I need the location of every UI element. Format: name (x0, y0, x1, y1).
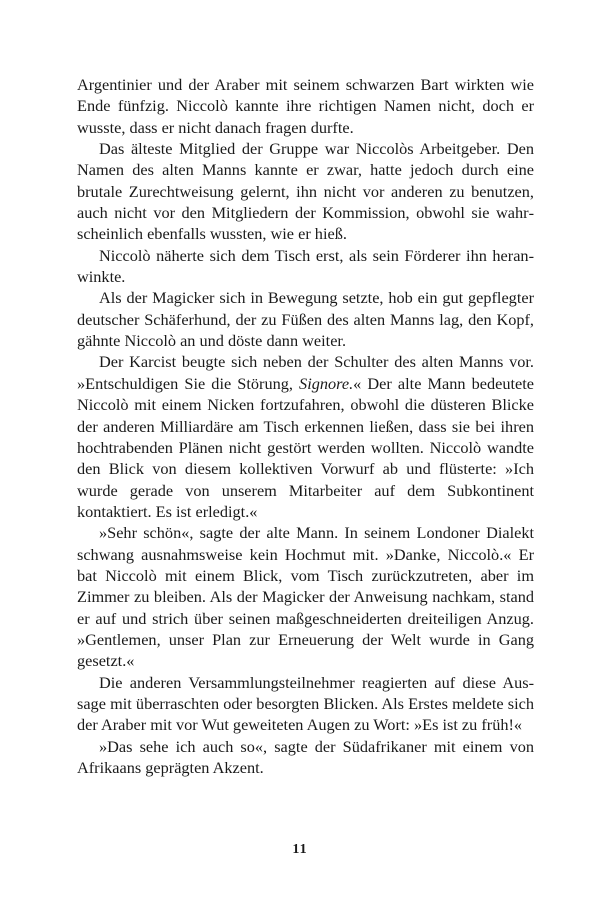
paragraph-4: Als der Magicker sich in Bewegung setzte, hob ein gut gepflegter deutscher Schäferhund, der zu Füßen des alten Manns lag, den Kopf, gähnte Niccolò an und döste dann weiter. (77, 288, 534, 351)
page-number: 11 (292, 842, 308, 857)
paragraph-3: Niccolò näherte sich dem Tisch erst, als sein Förderer ihn heranwinkte. (77, 245, 534, 287)
paragraph-5-after: « Der alte Mann bedeutete Niccolò mit einem Nicken fortzufahren, obwohl die düsteren Blicke der anderen Milliardäre am Tisch erkennen ließen, dass sie bei ihren hochtrabenden Plänen nicht gestört werden wollten. Niccolò wandte den Blick von diesem kollektiven Vorwurf ab und flüsterte: »Ich wurde gerade von unserem Mitarbeiter auf dem Subkontinent kontaktiert. Es ist erledigt.« (77, 373, 534, 521)
paragraph-7: Die anderen Versammlungsteilnehmer reagierten auf diese Aussage mit überraschten oder besorgten Blicken. Als Erstes meldete sich der Araber mit vor Wut geweiteten Augen zu Wort: »Es ist zu früh!« (77, 672, 534, 735)
paragraph-5-before: Der Karcist beugte sich neben der Schulter des alten Manns vor. »Entschuldigen Sie die Störung, (77, 352, 534, 393)
book-page-body (77, 74, 534, 778)
paragraph-6: »Sehr schön«, sagte der alte Mann. In seinem Londoner Dialekt schwang ausnahmsweise kein Hochmut mit. »Danke, Niccolò.« Er bat Niccolò mit einem Blick, vom Tisch zurückzutreten, aber im Zimmer zu bleiben. Als der Magicker der Anweisung nachkam, stand er auf und strich über seinen maßgeschneiderten dreiteiligen Anzug. »Gentlemen, unser Plan zur Erneuerung der Welt wurde in Gang gesetzt.« (77, 523, 534, 671)
italic-signore: Signore. (299, 373, 354, 393)
paragraph-8: »Das sehe ich auch so«, sagte der Südafrikaner mit einem von Afrikaans geprägten Akzent. (77, 736, 534, 777)
paragraph-1: Argentinier und der Araber mit seinem schwarzen Bart wirkten wie Ende fünfzig. Niccolò kannte ihre richtigen Namen nicht, doch er wusste, dass er nicht danach fragen durfte. (77, 75, 534, 137)
paragraph-5 (77, 351, 534, 522)
paragraph-2: Das älteste Mitglied der Gruppe war Niccolòs Arbeitgeber. Den Namen des alten Manns kannte er zwar, hatte jedoch durch eine brutale Zurechtweisung gelernt, ihn nicht vor anderen zu benutzen, auch nicht vor den Mitgliedern der Kommission, obwohl sie wahrscheinlich ebenfalls wussten, wie er hieß. (77, 139, 534, 244)
